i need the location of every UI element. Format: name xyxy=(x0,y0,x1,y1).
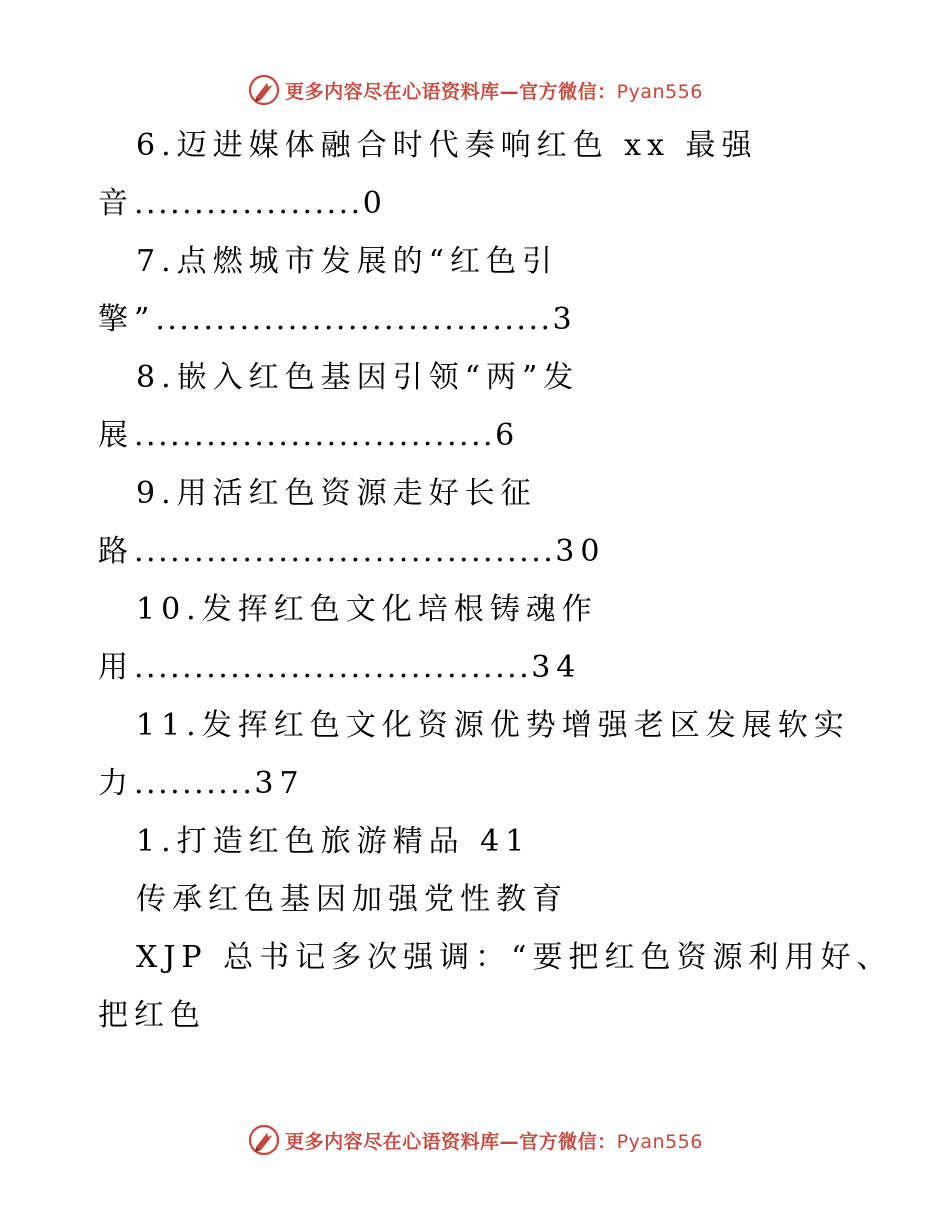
watermark-text: 更多内容尽在心语资料库—官方微信：Pyan556 xyxy=(285,80,703,103)
toc-leader-dots: ................................... xyxy=(134,534,556,569)
toc-leader-dots: .............................. xyxy=(134,418,496,453)
line-text: 9.用活红色资源走好长征 xyxy=(136,476,537,511)
line-text: 1.打造红色旅游精品 41 xyxy=(136,824,531,859)
line-text: 传承红色基因加强党性教育 xyxy=(136,882,568,917)
line-text: 把红色 xyxy=(98,998,206,1033)
text-line xyxy=(136,242,558,282)
text-line xyxy=(136,938,892,978)
line-text: 7.点燃城市发展的“红色引 xyxy=(136,244,558,279)
text-line xyxy=(136,126,758,166)
text-line xyxy=(98,996,206,1036)
toc-leader-dots: ................................. xyxy=(134,650,532,685)
toc-page-number: 34 xyxy=(531,650,582,685)
toc-entry-line xyxy=(98,416,520,456)
text-line xyxy=(136,880,568,920)
header-watermark-banner xyxy=(0,70,950,110)
footer-watermark-banner xyxy=(0,1120,950,1160)
toc-entry-line xyxy=(98,648,581,688)
text-line xyxy=(136,822,530,862)
toc-entry-line xyxy=(98,300,578,340)
line-text: 路 xyxy=(98,534,134,569)
toc-leader-dots: ................................. xyxy=(155,302,553,337)
line-text: 展 xyxy=(98,418,134,453)
line-text: 10.发挥红色文化培根铸魂作 xyxy=(136,592,598,627)
toc-leader-dots: ................... xyxy=(134,186,363,221)
toc-entry-line xyxy=(98,764,305,804)
toc-page-number: 37 xyxy=(254,766,305,801)
toc-entry-line xyxy=(98,532,605,572)
text-line xyxy=(136,474,537,514)
toc-leader-dots: .......... xyxy=(134,766,255,801)
text-line xyxy=(136,358,579,398)
line-text: XJP 总书记多次强调：“要把红色资源利用好、 xyxy=(136,940,893,975)
watermark-text: 更多内容尽在心语资料库—官方微信：Pyan556 xyxy=(285,1130,703,1153)
line-text: 11.发挥红色文化资源优势增强老区发展软实 xyxy=(136,708,850,743)
line-text: 擎” xyxy=(98,302,156,337)
pen-logo-icon xyxy=(247,73,281,107)
line-text: 8.嵌入红色基因引领“两”发 xyxy=(136,360,580,395)
line-text: 用 xyxy=(98,650,134,685)
toc-page-number: 0 xyxy=(362,186,388,221)
toc-entry-line xyxy=(98,184,388,224)
line-text: 6.迈进媒体融合时代奏响红色 xx 最强 xyxy=(136,128,758,163)
toc-page-number: 6 xyxy=(495,418,521,453)
toc-page-number: 30 xyxy=(555,534,606,569)
text-line xyxy=(136,706,850,746)
toc-page-number: 3 xyxy=(552,302,578,337)
pen-logo-icon xyxy=(247,1123,281,1157)
line-text: 力 xyxy=(98,766,134,801)
text-line xyxy=(136,590,598,630)
line-text: 音 xyxy=(98,186,134,221)
